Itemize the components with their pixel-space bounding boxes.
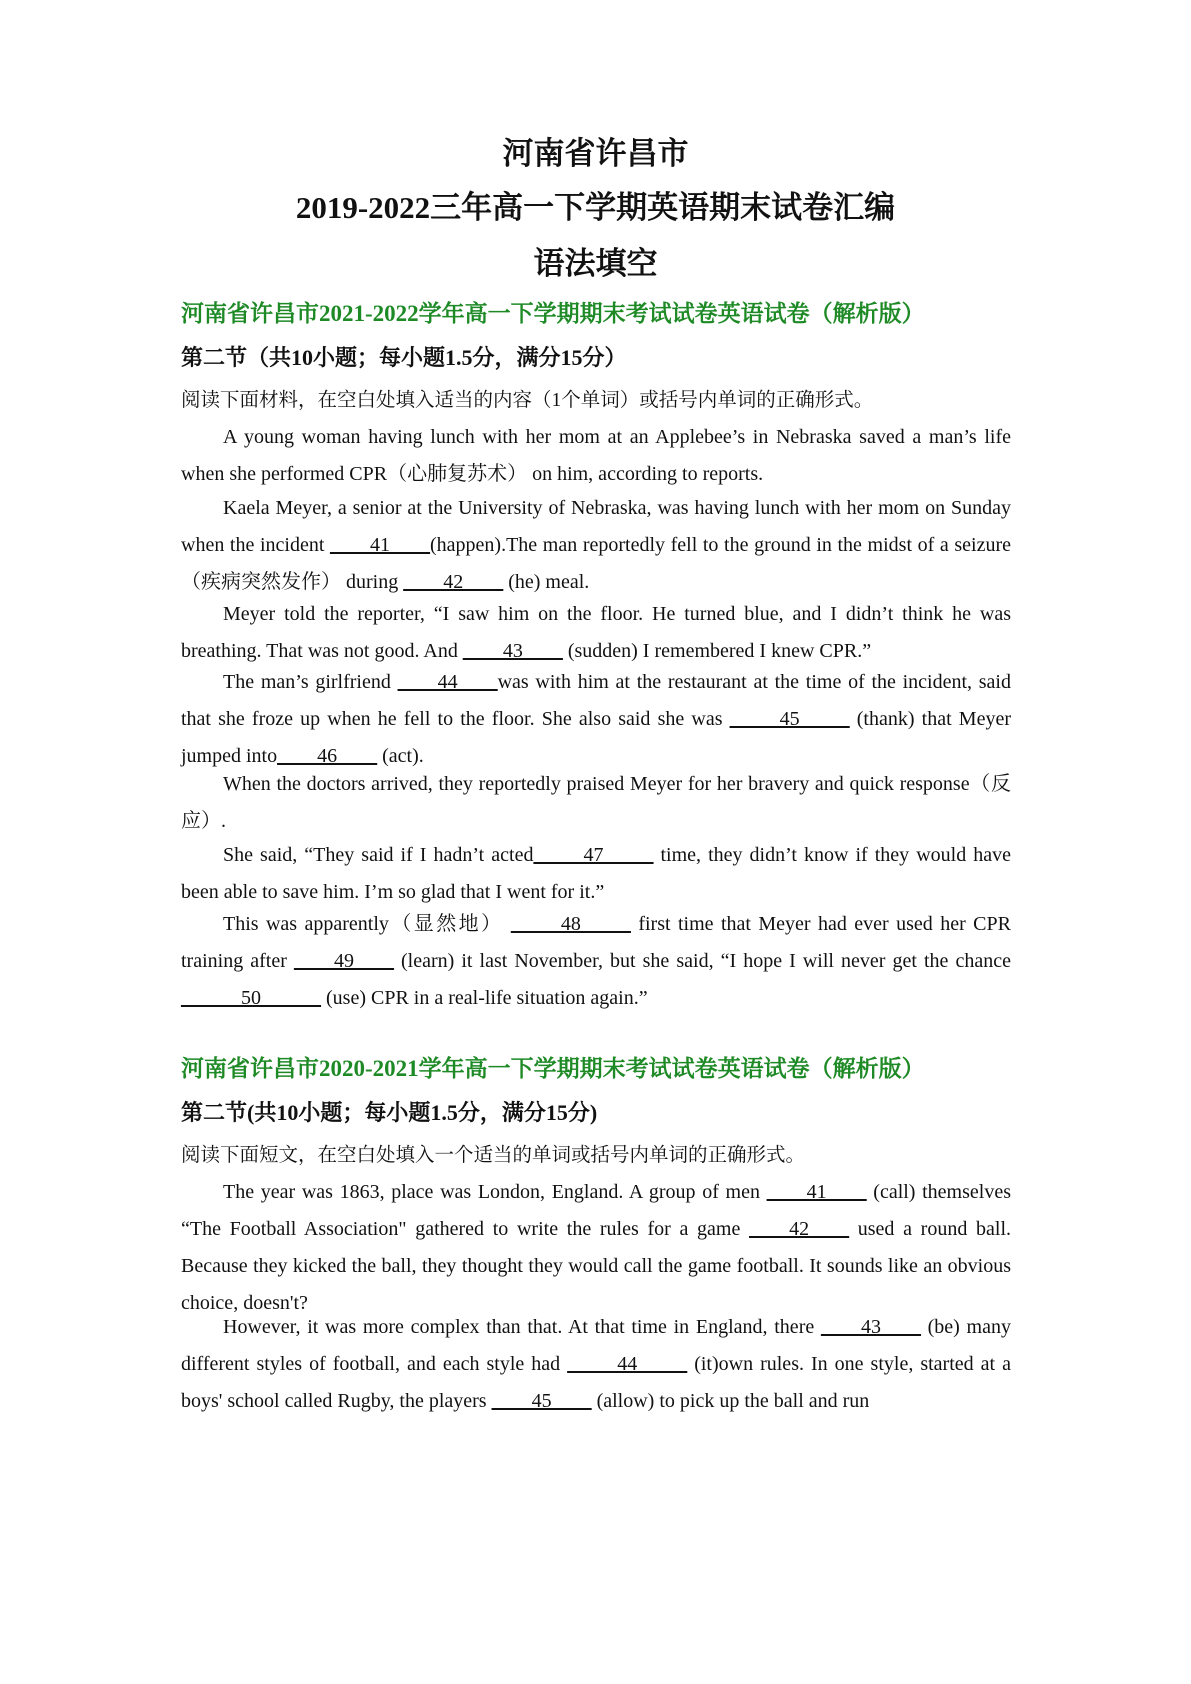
blank-49: ____49____ bbox=[293, 950, 394, 972]
text-run: was with him at the restaurant at the time of the incident, said that she froze up when he fell to the floor. She also said she was bbox=[181, 671, 1011, 730]
text-run: (thank) that Meyer jumped into bbox=[181, 708, 1011, 767]
section1-paragraph-6 bbox=[181, 837, 1011, 911]
text-run: (learn) it last November, but she said, “I hope I will never get the chance bbox=[393, 950, 1011, 972]
section1-paragraph-1: A young woman having lunch with her mom at an Applebee’s in Nebraska saved a man’s life when she performed CPR（心肺复苏术） on him, according to reports. bbox=[181, 426, 1011, 485]
blank-48: _____48_____ bbox=[510, 913, 631, 935]
text-run: (sudden) I remembered I knew CPR.” bbox=[562, 640, 872, 662]
section1-paragraph-4 bbox=[181, 664, 1011, 775]
section2-paragraph-2 bbox=[181, 1309, 1011, 1420]
blank-42: ____42____ bbox=[403, 571, 504, 593]
doc-title-topic: 语法填空 bbox=[533, 246, 658, 281]
blank-46: ____46____ bbox=[277, 745, 378, 767]
text-run: (act). bbox=[377, 745, 424, 767]
section1-paragraph-7 bbox=[181, 906, 1011, 1017]
text-run: The man’s girlfriend bbox=[223, 671, 398, 693]
text-run: (use) CPR in a real-life situation again.” bbox=[321, 987, 648, 1009]
section2-instruction: 阅读下面短文，在空白处填入一个适当的单词或括号内单词的正确形式。 bbox=[181, 1145, 806, 1166]
section1-paragraph-5: When the doctors arrived, they reportedly praised Meyer for her bravery and quick response（反应）. bbox=[181, 773, 1011, 832]
text-run: (be) many different styles of football, and each style had bbox=[181, 1316, 1011, 1375]
text-run: (it)own rules. In one style, started at a boys' school called Rugby, the players bbox=[181, 1353, 1011, 1412]
blank-43: ____43____ bbox=[462, 640, 563, 662]
section1-instruction: 阅读下面材料，在空白处填入适当的内容（1个单词）或括号内单词的正确形式。 bbox=[181, 390, 874, 411]
text-run: time, they didn’t know if they would have been able to save him. I’m so glad that I went for it.” bbox=[181, 844, 1012, 903]
blank-43: ____43____ bbox=[820, 1316, 921, 1338]
blank-41: ____41____ bbox=[330, 534, 430, 556]
text-run: However, it was more complex than that. At that time in England, there bbox=[223, 1316, 821, 1338]
section2-paragraph-1 bbox=[181, 1174, 1011, 1322]
text-run: She said, “They said if I hadn’t acted bbox=[223, 844, 534, 866]
blank-44: ____44____ bbox=[397, 671, 498, 693]
blank-41: ____41____ bbox=[766, 1181, 867, 1203]
text-run: Meyer told the reporter, “I saw him on the floor. He turned blue, and I didn’t think he was breathing. That was not good. And bbox=[181, 603, 1011, 662]
doc-title-region: 河南省许昌市 bbox=[502, 136, 689, 171]
blank-47: _____47_____ bbox=[533, 844, 654, 866]
text-run: (he) meal. bbox=[503, 571, 590, 593]
section1-source-heading: 河南省许昌市2021-2022学年高一下学期期末考试试卷英语试卷（解析版） bbox=[181, 301, 925, 326]
blank-45: _____45_____ bbox=[729, 708, 850, 730]
section1-paragraph-2 bbox=[181, 490, 1011, 601]
doc-title-main: 2019-2022三年高一下学期英语期末试卷汇编 bbox=[295, 190, 896, 225]
section1-paragraph-3 bbox=[181, 596, 1011, 670]
text-run: (allow) to pick up the ball and run bbox=[591, 1390, 870, 1412]
text-run: This was apparently（显然地） bbox=[223, 913, 511, 935]
blank-44: _____44_____ bbox=[567, 1353, 688, 1375]
text-run: used a round ball. Because they kicked the ball, they thought they would call the game football. It sounds like an obvious choice, doesn't? bbox=[181, 1218, 1012, 1314]
blank-42: ____42____ bbox=[749, 1218, 850, 1240]
blank-45: ____45____ bbox=[491, 1390, 592, 1412]
text-run: The year was 1863, place was London, England. A group of men bbox=[223, 1181, 767, 1203]
text-run: first time that Meyer had ever used her CPR training after bbox=[181, 913, 1011, 972]
section1-part-heading: 第二节（共10小题；每小题1.5分，满分15分） bbox=[181, 345, 627, 370]
section2-part-heading: 第二节(共10小题；每小题1.5分，满分15分) bbox=[181, 1100, 598, 1125]
text-run: (happen).The man reportedly fell to the ground in the midst of a seizure（疾病突然发作） during bbox=[181, 534, 1011, 593]
text-run: (call) themselves “The Football Association" gathered to write the rules for a game bbox=[181, 1181, 1011, 1240]
section2-source-heading: 河南省许昌市2020-2021学年高一下学期期末考试试卷英语试卷（解析版） bbox=[181, 1056, 925, 1081]
text-run: Kaela Meyer, a senior at the University of Nebraska, was having lunch with her mom on Sunday when the incident bbox=[181, 497, 1011, 556]
blank-50: ______50______ bbox=[181, 987, 321, 1009]
